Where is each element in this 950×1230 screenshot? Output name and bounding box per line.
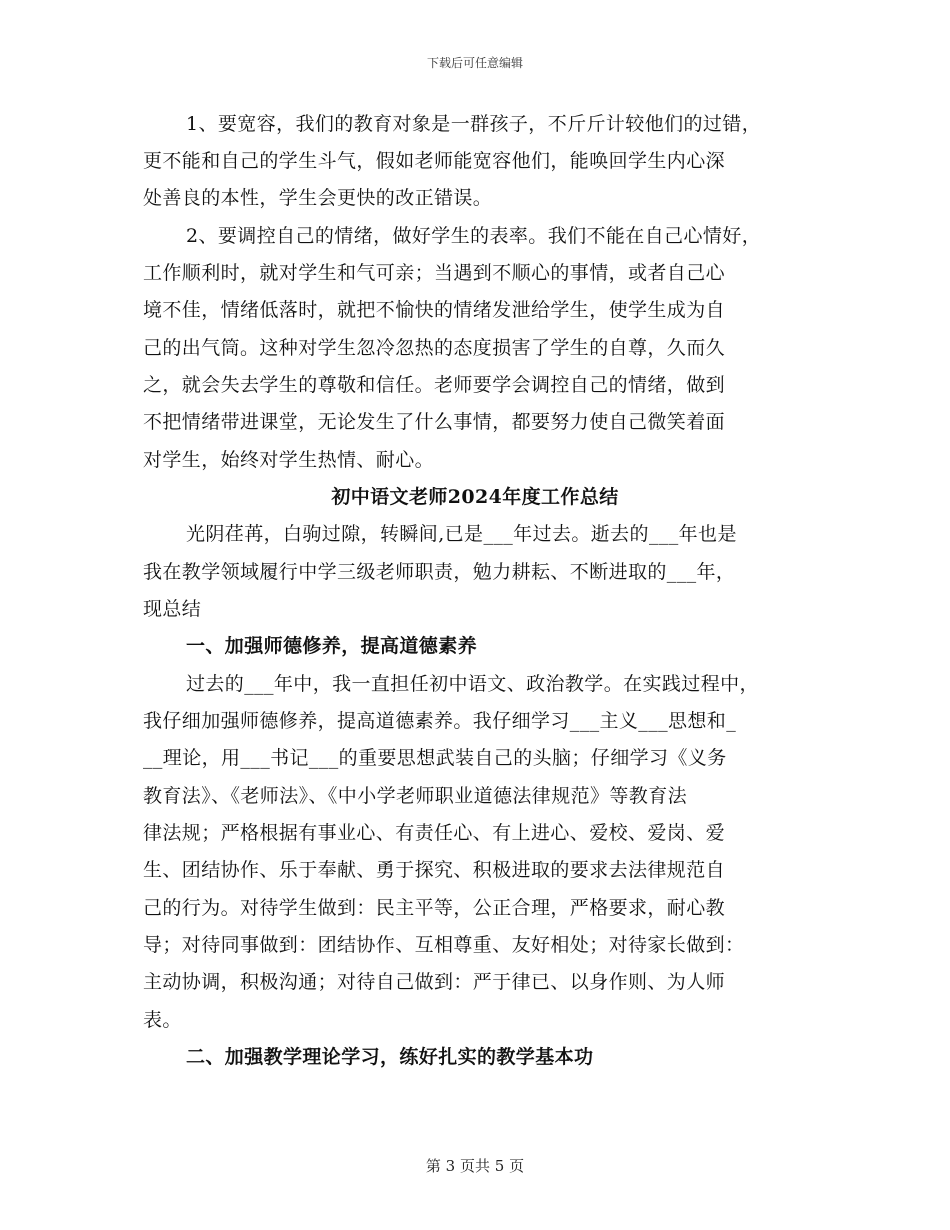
paragraph-line: 光阴荏苒，白驹过隙，转瞬间,已是___年过去。逝去的___年也是 [186, 523, 737, 545]
page-header: 下载后可任意编辑 [426, 56, 523, 70]
document-title: 初中语文老师2024年度工作总结 [331, 486, 619, 508]
paragraph-line: 现总结 [143, 598, 202, 620]
paragraph-line: 律法规；严格根据有事业心、有责任心、有上进心、爱校、爱岗、爱 [143, 822, 726, 844]
paragraph-line: 己的行为。对待学生做到：民主平等，公正合理，严格要求，耐心教 [143, 897, 726, 919]
paragraph-line: 不把情绪带进课堂，无论发生了什么事情，都要努力使自己微笑着面 [143, 411, 726, 433]
paragraph-line: 1、要宽容，我们的教育对象是一群孩子，不斤斤计较他们的过错， [186, 113, 762, 135]
paragraph-line: 对学生，始终对学生热情、耐心。 [143, 449, 435, 471]
paragraph-line: 境不佳，情绪低落时，就把不愉快的情绪发泄给学生，使学生成为自 [143, 299, 726, 321]
paragraph-line: 之，就会失去学生的尊敬和信任。老师要学会调控自己的情绪，做到 [143, 374, 726, 396]
paragraph-line: 教育法》、《老师法》、《中小学老师职业道德法律规范》等教育法 [143, 785, 688, 807]
section-heading-1: 一、加强师德修养，提高道德素养 [186, 635, 478, 657]
paragraph-line: 工作顺利时，就对学生和气可亲；当遇到不顺心的事情，或者自己心 [143, 262, 726, 284]
paragraph-line: 我仔细加强师德修养，提高道德素养。我仔细学习___主义___思想和_ [143, 710, 737, 732]
paragraph-line: 处善良的本性，学生会更快的改正错误。 [143, 187, 493, 209]
paragraph-line: 表。 [143, 1009, 182, 1031]
paragraph-line: 生、团结协作、乐于奉献、勇于探究、积极进取的要求去法律规范自 [143, 859, 726, 881]
paragraph-line: 更不能和自己的学生斗气，假如老师能宽容他们，能唤回学生内心深 [143, 150, 726, 172]
paragraph-line: 过去的___年中，我一直担任初中语文、政治教学。在实践过程中， [186, 673, 759, 695]
paragraph-line: 导；对待同事做到：团结协作、互相尊重、友好相处；对待家长做到： [143, 934, 745, 956]
paragraph-line: 主动协调，积极沟通；对待自己做到：严于律已、以身作则、为人师 [143, 971, 726, 993]
paragraph-line: 己的出气筒。这种对学生忽冷忽热的态度损害了学生的自尊，久而久 [143, 337, 726, 359]
paragraph-line: __理论，用___书记___的重要思想武装自己的头脑；仔细学习《义务 [143, 747, 727, 769]
page-footer: 第 3 页共 5 页 [425, 1157, 525, 1175]
paragraph-line: 我在教学领域履行中学三级老师职责，勉力耕耘、不断进取的___年， [143, 561, 736, 583]
section-heading-2: 二、加强教学理论学习，练好扎实的教学基本功 [186, 1046, 594, 1068]
paragraph-line: 2、要调控自己的情绪，做好学生的表率。我们不能在自己心情好， [186, 225, 762, 247]
